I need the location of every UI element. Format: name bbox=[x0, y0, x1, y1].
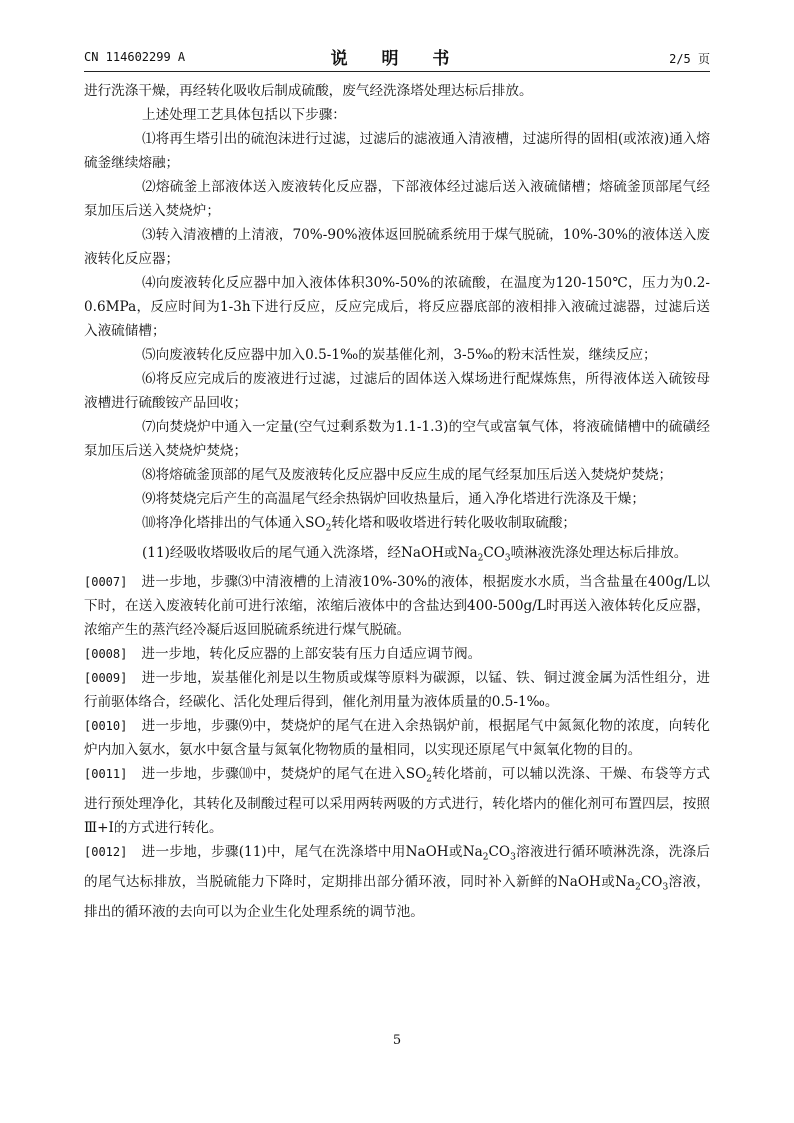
paragraph-tag: [0009] bbox=[84, 671, 128, 686]
paragraph-0012: [0012] 进一步地，步骤(11)中，尾气在洗涤塔中用NaOH或$Na_2CO_3$溶液进行循环喷淋洗涤，洗涤后的尾气达标排放，当脱硫能力下降时，定期排出部分循环液，同时补入新鲜的NaOH或$Na_2CO_3$溶液，排出的循环液的去向可以为企业生化处理系统的调节池。 bbox=[84, 844, 711, 920]
step-4: ⑷向废液转化反应器中加入液体体积30%-50%的浓硫酸，在温度为120-150℃，压力为0.2-0.6MPa，反应时间为1-3h下进行反应，反应完成后，将反应器底部的液相排入液硫过滤器，过滤后送入液硫储槽； bbox=[84, 275, 710, 339]
step-3: ⑶转入清液槽的上清液，70%-90%液体返回脱硫系统用于煤气脱硫，10%-30%的液体送入废液转化反应器； bbox=[84, 227, 710, 267]
paragraph-0009: [0009] 进一步地，炭基催化剂是以生物质或煤等原料为碳源，以锰、铁、铜过渡金属为活性组分，进行前驱体络合，经碳化、活化处理后得到，催化剂用量为液体质量的0.5-1‰。 bbox=[84, 670, 710, 711]
step-6: ⑹将反应完成后的废液进行过滤，过滤后的固体送入煤场进行配煤炼焦，所得液体送入硫铵母液槽进行硫酸铵产品回收； bbox=[84, 371, 710, 411]
page-number: 5 bbox=[392, 1033, 402, 1048]
document-title: 说 明 书 bbox=[330, 49, 464, 69]
step-8: ⑻将熔硫釜顶部的尾气及废液转化反应器中反应生成的尾气经泵加压后送入焚烧炉焚烧； bbox=[142, 467, 673, 483]
continued-text: 进行洗涤干燥，再经转化吸收后制成硫酸，废气经洗涤塔处理达标后排放。 bbox=[84, 83, 533, 99]
paragraph-0011: [0011] 进一步地，步骤⑽中，焚烧炉的尾气在进入$SO_2$转化塔前，可以辅以洗涤、干燥、布袋等方式进行预处理净化，其转化及制酸过程可以采用两转两吸的方式进行，转化塔内的催化剂可布置四层，按照Ⅲ+Ⅰ的方式进行转化。 bbox=[84, 766, 710, 837]
steps-intro: 上述处理工艺具体包括以下步骤： bbox=[142, 107, 346, 123]
paragraph-tag: [0011] bbox=[84, 767, 128, 782]
step-7: ⑺向焚烧炉中通入一定量(空气过剩系数为1.1-1.3)的空气或富氧气体，将液硫储槽中的硫磺经泵加压后送入焚烧炉焚烧； bbox=[84, 419, 710, 459]
step-10: ⑽将净化塔排出的气体通入$SO_2$转化塔和吸收塔进行转化吸收制取硫酸； bbox=[142, 515, 577, 534]
patent-number: CN 114602299 A bbox=[84, 50, 186, 64]
page-header bbox=[84, 44, 710, 68]
paragraph-tag: [0008] bbox=[84, 647, 128, 662]
document-body bbox=[84, 79, 710, 924]
step-11: (11)经吸收塔吸收后的尾气通入洗涤塔，经NaOH或$Na_2CO_3$喷淋液洗涤处理达标后排放。 bbox=[142, 544, 688, 564]
header-rule bbox=[84, 71, 710, 72]
page-indicator: 2/5 页 bbox=[669, 52, 710, 66]
paragraph-tag: [0010] bbox=[84, 719, 128, 734]
paragraph-0010: [0010] 进一步地，步骤⑼中，焚烧炉的尾气在进入余热锅炉前，根据尾气中氮氮化物的浓度，向转化炉内加入氨水，氨水中氨含量与氮氧化物物质的量相同，以实现还原尾气中氮氧化物的目的。 bbox=[84, 718, 710, 759]
step-1: ⑴将再生塔引出的硫泡沫进行过滤，过滤后的滤液通入清液槽，过滤所得的固相(或浓液)通入熔硫釜继续熔融； bbox=[84, 131, 710, 171]
paragraph-0008: [0008] 进一步地，转化反应器的上部安装有压力自适应调节阀。 bbox=[84, 646, 482, 663]
paragraph-tag: [0012] bbox=[84, 845, 128, 860]
step-5: ⑸向废液转化反应器中加入0.5-1‰的炭基催化剂，3-5‰的粉末活性炭，继续反应； bbox=[142, 347, 657, 363]
paragraph-tag: [0007] bbox=[84, 575, 128, 590]
paragraph-0007: [0007] 进一步地，步骤⑶中清液槽的上清液10%-30%的液体，根据废水水质，当含盐量在400g/L以下时，在送入废液转化前可进行浓缩，浓缩后液体中的含盐达到400-500g/L时再送入液体转化反应器，浓缩产生的蒸汽经冷凝后返回脱硫系统进行煤气脱硫。 bbox=[84, 574, 710, 639]
step-9: ⑼将焚烧完后产生的高温尾气经余热锅炉回收热量后，通入净化塔进行洗涤及干燥； bbox=[142, 491, 645, 507]
step-2: ⑵熔硫釜上部液体送入废液转化反应器，下部液体经过滤后送入液硫储槽；熔硫釜顶部尾气经泵加压后送入焚烧炉； bbox=[84, 179, 710, 219]
